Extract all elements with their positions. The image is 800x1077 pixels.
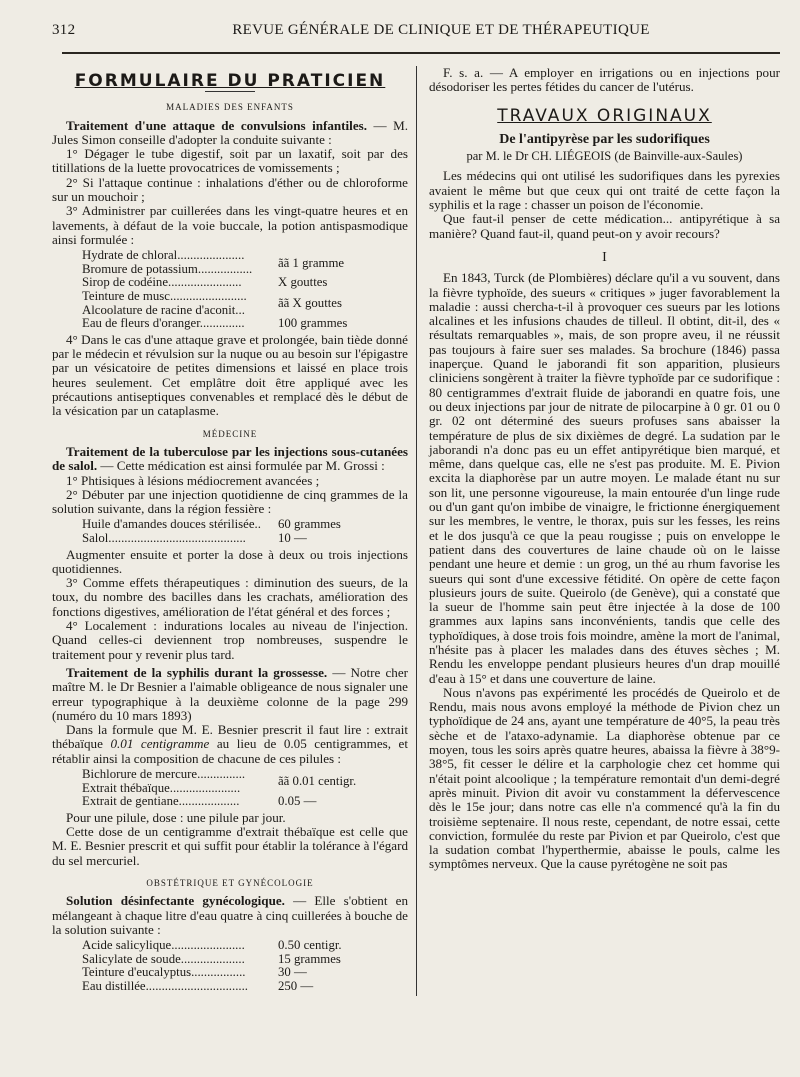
paragraph: Les médecins qui ont utilisé les sudorifiques dans les pyrexies avaient le même but que ceux qui ont traité de cette façon la syphilis et la rage : chasser un poison de l'économie. <box>429 168 780 213</box>
formula-row: Eau de fleurs d'oranger.............. 100 grammes <box>82 316 348 331</box>
paragraph: 4° Localement : indurations locales au niveau de l'injection. Quand celles-ci deviennent trop nombreuses, suspendre le traitement pour y revenir plus tard. <box>52 618 408 662</box>
paragraph: 1° Dégager le tube digestif, soit par un laxatif, soit par des titillations de la luette provocatrices de vomissements ; <box>52 146 408 176</box>
formula-1 <box>82 249 408 331</box>
paragraph: 3° Administrer par cuillerées dans les vingt-quatre heures et en lavements, à défaut de la voie buccale, la potion antispasmodique ainsi formulée : <box>52 203 408 247</box>
paragraph: Dans la formule que M. E. Besnier prescrit il faut lire : extrait thébaïque 0.01 centigramme au lieu de 0.05 centigrammes, et rétablir ainsi la composition de chacune de ces pilules : <box>52 722 409 766</box>
formula-2 <box>82 518 408 545</box>
formula-4 <box>82 939 408 993</box>
formula-row: Hydrate de chloral..................... Bromure de potassium................. ãã 1 gramme <box>82 249 345 276</box>
formula-row: Salicylate de soude.................... 15 grammes <box>82 951 341 966</box>
paragraph: Cette dose de un centigramme d'extrait thébaïque est celle que M. E. Besnier prescrit et qui suffit pour établir la tolérance à l'égard du sel mercuriel. <box>52 824 408 868</box>
paragraph: Traitement d'une attaque de convulsions infantiles. — M. Jules Simon conseille d'adopter la conduite suivante : <box>52 117 409 147</box>
formula-3 <box>82 768 408 809</box>
paragraph: Que faut-il penser de cette médication... antipyrétique à sa manière? Quand faut-il, quand peut-on y avoir recours? <box>429 211 780 241</box>
formula-row: Extrait de gentiane................... 0.05 — <box>82 794 317 809</box>
subsection-enfants: MALADIES DES ENFANTS <box>166 102 294 113</box>
entry-heading: Traitement d'une attaque de convulsions infantiles. <box>66 117 368 133</box>
paragraph: 4° Dans le cas d'une attaque grave et prolongée, bain tiède donné par le médecin et révulsion sur la nuque ou au besoin sur l'épigastre par un vésicatoire de petites dimensions et laissé en place trois heures seulement. Cet emplâtre doit être appliqué avec les précautions antiseptiques convenables et remplacé dès le début de la vésication par un cataplasme. <box>52 331 408 419</box>
paragraph: F. s. a. — A employer en irrigations ou en injections pour désodoriser les pertes fétides du cancer de l'utérus. <box>429 65 780 95</box>
subsection-medecine: MÉDECINE <box>202 428 258 439</box>
formula-row: Salol........................................... 10 — <box>82 530 307 545</box>
formula-row: Bichlorure de mercure............... Extrait thébaïque...................... ãã 0.01 centigr. <box>82 768 357 795</box>
formula-row: Teinture de musc........................ Alcoolature de racine d'aconit... ãã X gouttes <box>82 290 342 317</box>
running-header <box>52 22 780 46</box>
paragraph: Augmenter ensuite et porter la dose à deux ou trois injections quotidiennes. <box>52 546 408 576</box>
formula-row: Eau distillée................................ 250 — <box>82 978 314 993</box>
paragraph: Traitement de la tuberculose par les injections sous-cutanées de salol. — Cette médication est ainsi formulée par M. Grossi : <box>52 443 408 474</box>
section-numeral: I <box>602 249 607 265</box>
formula-row: Acide salicylique....................... 0.50 centigr. <box>82 938 342 953</box>
paragraph: Nous n'avons pas expérimenté les procédés de Queirolo et de Rendu, mais nous avons employé la méthode de Pivion chez un typhoïdique de 24 ans, ayant une température de 40°5, la peau très sèche et de l'ataxo-adynamie. La diaphorèse obtenue par ce moyen, tous les soirs après quatre heures, abaissa la fièvre à 38°9-38°5, fit cesser le délire et la carphologie chez cet homme qui n'était point alcoolique ; la température remontait d'un demi-degré après minuit. Pivion dit avoir vu constamment la défervescence dès le 15e jour; dans notre cas elle n'a commencé qu'à la fin du troisième septenaire. Il nous reste, cependant, de notre essai, cette conviction, formulée du reste par Pivion et par Queirolo, c'est que la sudation combat l'hyperthermie, abaisse le pouls, calme les symptômes nerveux. Que la cause pyrétogène ne soit pas <box>429 684 780 872</box>
columns <box>52 66 780 996</box>
paragraph: Pour une pilule, dose : une pilule par jour. <box>66 809 286 825</box>
subsection-obstetrique: OBSTÉTRIQUE ET GYNÉCOLOGIE <box>146 878 314 888</box>
paragraph: En 1843, Turck (de Plombières) déclare qu'il a vu souvent, dans la fièvre typhoïde, des sueurs « critiques » juger favorablement la maladie : aussi chercha-t-il à provoquer ces sueurs par les lotions alcalines et les infusions chaudes de tilleul. Il obtint, dit-il, des « résultats remarquables », mais, de son propre aveu, il ne réussit pas toujours à faire suer ses malades. Sa brochure (1846) passa inaperçue. Quand le jaborandi fit son apparition, plusieurs cliniciens songèrent à traiter la fièvre typhoïde par ce sudorifique : 80 centigrammes d'extrait fluide de jaborandi en quatre fois, une ou deux injections par jour de nitrate de pilocarpine à 0 gr. 01 ou 0 gr. 02 ont déterminé des sueurs profuses sans abaisser la température de plus de six dixièmes de degré. La sudation par le jaborandi n'a donc pas eu un effet antipyrétique bien marqué, et même, dans quelque cas, elle ne s'est pas produite. M. E. Pivion excita la diaphorèse par un autre moyen. Le malade étant nu sur son lit, une personne vigoureuse, la main entourée d'un linge rude ou d'un gant qu'on imbibe de vinaigre, le frictionne énergiquement sur les membres, le ventre, le thorax, puis sur les fesses, les reins et le dos jusqu'à ce que la peau rougisse ; puis on enveloppe le patient dans des couvertures de laine chaude où on le laisse pendant une heure et demie : un grog, un thé au rhum favorise les sueurs qui sont d'une excessive fétidité. On opère de cette façon plusieurs jours de suite. Queirolo (de Genève), qui a constaté que la sueur de l'homme sain peut être injectée à la dose de 100 grammes aux lapins sans inconvénients, tandis que celle des typhoïdiques, à dose trois fois moindre, amène la mort de l'animal, n'hésite pas à placer les malades dans des étuves sèches ; M. Rendu les enveloppe pendant plusieurs heures d'un drap mouillé d'eau à 15° et dans une couverture de laine. <box>429 270 780 686</box>
page-number: 312 <box>52 22 76 38</box>
entry-heading: Traitement de la tuberculose par les injections sous-cutanées de salol. <box>52 443 408 474</box>
paragraph: Solution désinfectante gynécologique. — Elle s'obtient en mélangeant à chaque litre d'eau quatre à cinq cuillerées à bouche de la solution suivante : <box>52 893 408 937</box>
paragraph: 1° Phtisiques à lésions médiocrement avancées ; <box>66 472 320 488</box>
formula-row: Teinture d'eucalyptus................. 30 — <box>82 965 307 980</box>
right-column <box>416 66 780 996</box>
paragraph: 2° Débuter par une injection quotidienne de cinq grammes de la solution suivante, dans la région fessière : <box>52 486 408 517</box>
title-rule <box>205 91 255 92</box>
header-rule <box>62 52 780 54</box>
formula-row: Sirop de codéine....................... X gouttes <box>82 275 328 290</box>
section-title-formulaire: FORMULAIRE DU PRATICIEN <box>74 71 386 91</box>
entry-heading: Solution désinfectante gynécologique. <box>66 893 285 909</box>
formula-row: Huile d'amandes douces stérilisée.. 60 grammes <box>82 517 341 532</box>
section-title-travaux: TRAVAUX ORIGINAUX <box>497 105 712 126</box>
article-author: par M. le Dr CH. LIÉGEOIS (de Bainville-aux-Saules) <box>466 149 743 164</box>
left-column <box>52 66 416 996</box>
paragraph: 3° Comme effets thérapeutiques : diminution des sueurs, de la toux, du nombre des bacilles dans les crachats, amélioration des fonctions digestives, amélioration de l'état général et des forces ; <box>52 575 408 619</box>
paragraph: Traitement de la syphilis durant la grossesse. — Notre cher maître M. le Dr Besnier a l'aimable obligeance de nous signaler une erreur typographique à la deuxième colonne de la page 299 (numéro du 10 mars 1893) <box>52 664 408 723</box>
paragraph: 2° Si l'attaque continue : inhalations d'éther ou de chloroforme sur un mouchoir ; <box>52 174 408 205</box>
running-title: REVUE GÉNÉRALE DE CLINIQUE ET DE THÉRAPEUTIQUE <box>232 22 650 38</box>
entry-heading: Traitement de la syphilis durant la grossesse. <box>66 664 328 680</box>
article-title: De l'antipyrèse par les sudorifiques <box>499 131 710 147</box>
